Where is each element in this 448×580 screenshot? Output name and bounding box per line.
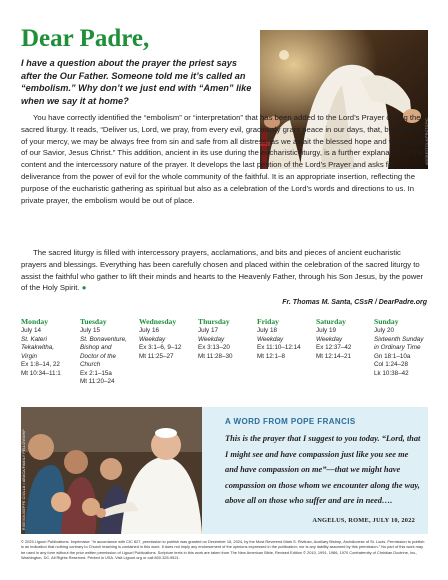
pope-francis-box (21, 407, 428, 534)
answer-paragraph-2 (21, 247, 427, 294)
scripture-reference: Ex 3:1–6, 9–12 (139, 344, 182, 351)
reading-day-friday (257, 317, 301, 361)
reading-day-wednesday (139, 317, 181, 361)
scripture-reference: Mt 12:1–8 (257, 352, 286, 360)
day-date: July 19 (316, 327, 336, 334)
answer-paragraph-1-text: You have correctly identified the “embolism” or “interpretation” that has been added to the Lord’s Prayer during the sacred liturgy. It reads, “Deliver us, Lord, we pray, from every evil, graciously grant peace in our days, that, by the help of your mercy, we may be always free from sin and safe from all distress, as we await the blessed hope and the coming of our Savior, Jesus Christ.” This addition, ancient in its use during the eucharistic liturgy, is a further explanation of the content and the intercessory nature of the prayer. It develops the last petition of the Lord’s Prayer and asks for deliverance from the power of evil for the whole community of the faithful. It is an appropriate insertion, reflecting the purpose of the eucharistic gathering as spiritual but also as a celebration of the Lord’s words and directions to us. In private prayer, the embolism would be out of place. (21, 113, 427, 205)
answer-paragraph-2-text: The sacred liturgy is filled with intercessory prayers, acclamations, and bits and pieces of ancient eucharistic prayers and blessings. Everything has been carefully chosen and placed within the celebration of the sacred liturgy to assist the faithful who gather to lift their minds and hearts to the Heavenly Father, through his Son Jesus, by the power of the Holy Spirit. (21, 248, 424, 293)
liturgical-day: St. Kateri (21, 335, 47, 343)
pope-quote: This is the prayer that I suggest to you today. “Lord, that I might see and have compassion just like you see me and have compassion on me”—that we might have compassion on those whom we encounter along the way, above all on those who suffer and are in need…. (225, 434, 421, 505)
day-name: Wednesday (139, 317, 177, 326)
day-name: Saturday (316, 317, 346, 326)
pope-citation: ANGELUS, ROME, JULY 10, 2022 (312, 517, 415, 524)
reader-question: I have a question about the prayer the priest says after the Our Father. Someone told me it’s called an “embolism.” Why don’t we just end with “Amen” like when we say it at home? (21, 58, 252, 107)
scripture-reference: Mt 11:20–24 (80, 378, 115, 385)
liturgical-day: Tekakwitha, (21, 344, 55, 351)
liturgical-day: Weekday (316, 335, 343, 343)
liturgical-day: St. Bonaventure, (80, 335, 127, 343)
pope-photo (21, 407, 202, 534)
day-date: July 16 (139, 327, 159, 334)
scripture-reference: Mt 11:25–27 (139, 352, 174, 360)
reading-day-monday (21, 317, 61, 378)
day-name: Tuesday (80, 317, 107, 326)
reading-day-tuesday (80, 317, 127, 387)
pope-photo-credit: RISE/GIUSEPPE CIOLLA • ABACA/FAMILY FELLOWSHIP (22, 429, 26, 530)
answer-paragraph-1 (21, 112, 427, 206)
weekly-readings (21, 317, 431, 395)
liturgical-day: Weekday (139, 335, 166, 343)
reading-day-saturday (316, 317, 351, 361)
reading-day-thursday (198, 317, 233, 361)
scripture-reference: Mt 10:34–11:1 (21, 369, 61, 377)
liturgical-day: Sixteenth Sunday (374, 335, 424, 343)
liturgical-day: Weekday (257, 335, 284, 343)
scripture-reference: Gn 18:1–10a (374, 352, 411, 360)
scripture-reference: Ex 1:8–14, 22 (21, 361, 60, 368)
scripture-reference: Mt 12:14–21 (316, 352, 352, 360)
day-name: Friday (257, 317, 279, 326)
scripture-reference: Mt 11:28–30 (198, 352, 233, 360)
scripture-reference: Ex 11:10–12:14 (257, 344, 301, 351)
day-date: July 17 (198, 327, 218, 334)
copyright-footer: © 2025 Liguori Publications. Imprimatur: “In accordance with CIC 827, permission to publish was granted on December 16, 2024, by the Most Reverend Mark S. Rivituso, Auxiliary Bishop, Archdiocese of St. Louis. Permission to publish is an indication that nothing contrary to Church teaching is contained in this work. It does not imply any endorsement of the opinions expressed in the publication; nor is any liability assumed by this permission.” No part of this work may be used in any form without the prior written permission of Liguori Publications. Scripture texts in this work are taken from The New American Bible, Revised Edition © 2010, 1991, 1986, 1970 Confraternity of Christian Doctrine, Inc., Washington, DC. All Rights Reserved. Printed in USA. Visit Liguori.org or call 800-325-9521. (21, 539, 425, 561)
day-date: July 14 (21, 327, 41, 334)
liturgical-day: Bishop and (80, 344, 112, 351)
day-date: July 15 (80, 327, 100, 334)
pope-heading: A WORD FROM POPE FRANCIS (225, 417, 356, 426)
liturgical-day: in Ordinary Time (374, 344, 421, 351)
day-date: July 18 (257, 327, 277, 334)
liturgical-day: Church (80, 361, 101, 368)
photo-credit: ADOBESTOCK/FROTOPIC (425, 117, 429, 165)
liturgical-day: Weekday (198, 335, 225, 343)
liturgical-day: Virgin (21, 352, 37, 360)
page-title: Dear Padre, (21, 25, 150, 52)
scripture-reference: Ex 2:1–15a (80, 369, 112, 377)
reading-day-sunday (374, 317, 423, 378)
day-name: Sunday (374, 317, 399, 326)
scripture-reference: Col 1:24–28 (374, 361, 408, 368)
scripture-reference: Lk 10:38–42 (374, 369, 409, 377)
scripture-reference: Ex 3:13–20 (198, 344, 230, 351)
day-date: July 20 (374, 327, 394, 334)
liturgical-day: Doctor of the (80, 352, 117, 360)
day-name: Monday (21, 317, 49, 326)
author-signature: Fr. Thomas M. Santa, CSsR / DearPadre.org (282, 299, 427, 306)
scripture-reference: Ex 12:37–42 (316, 344, 352, 351)
day-name: Thursday (198, 317, 230, 326)
end-mark-icon: ● (81, 283, 87, 293)
